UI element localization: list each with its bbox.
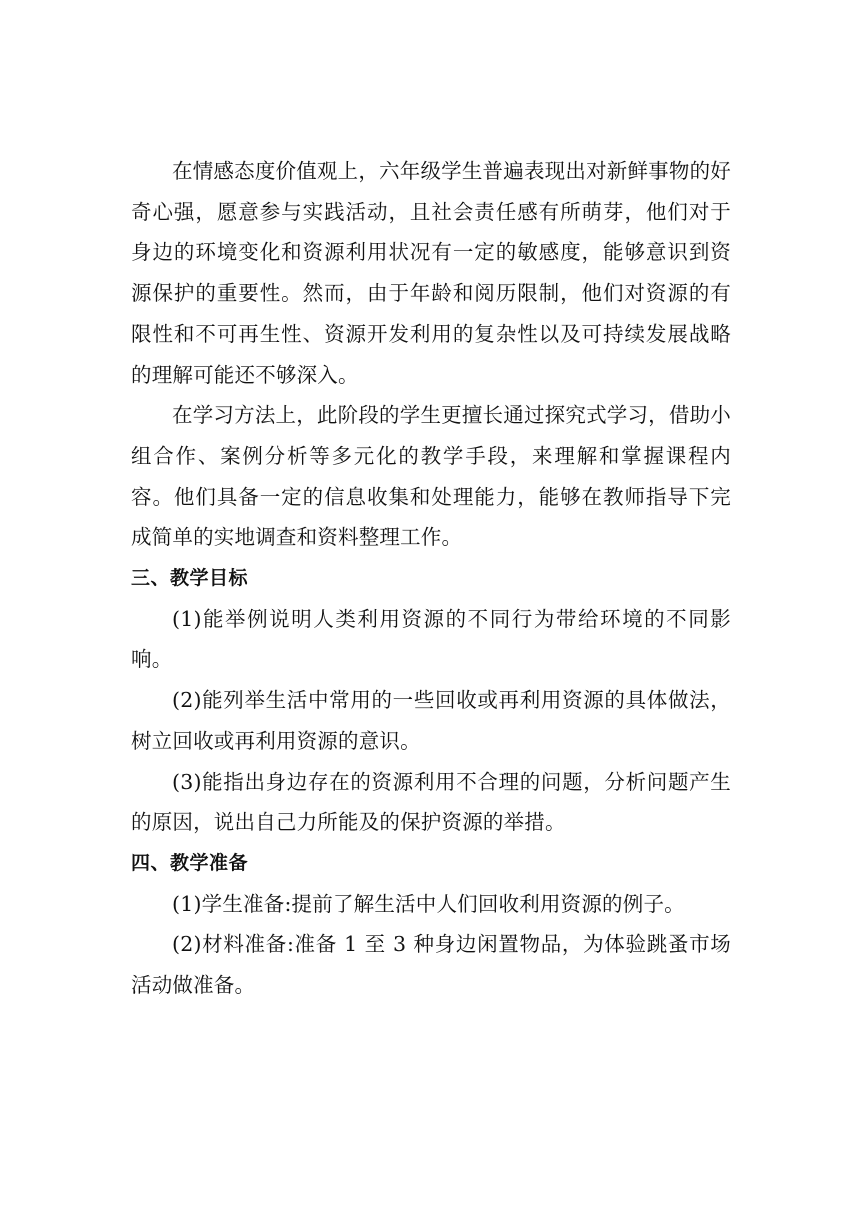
objective-item-3: (3)能指出身边存在的资源利用不合理的问题，分析问题产生的原因，说出自己力所能及的保护资源的举措。 [131, 769, 731, 835]
document-body [131, 151, 731, 1006]
objective-item-2: (2)能列举生活中常用的一些回收或再利用资源的具体做法，树立回收或再利用资源的意识。 [131, 688, 731, 753]
heading-teaching-preparation: 四、教学准备 [131, 851, 249, 874]
heading-teaching-objectives: 三、教学目标 [131, 567, 249, 590]
paragraph-learning-methods: 在学习方法上，此阶段的学生更擅长通过探究式学习，借助小组合作、案例分析等多元化的教学手段，来理解和掌握课程内容。他们具备一定的信息收集和处理能力，能够在教师指导下完成简单的实地调查和资料整理工作。 [131, 403, 731, 550]
preparation-item-2: (2)材料准备:准备 1 至 3 种身边闲置物品，为体验跳蚤市场活动做准备。 [131, 932, 731, 998]
paragraph-values: 在情感态度价值观上，六年级学生普遍表现出对新鲜事物的好奇心强，愿意参与实践活动，且社会责任感有所萌芽，他们对于身边的环境变化和资源利用状况有一定的敏感度，能够意识到资源保护的重要性。然而，由于年龄和阅历限制，他们对资源的有限性和不可再生性、资源开发利用的复杂性以及可持续发展战略的理解可能还不够深入。 [131, 159, 731, 387]
preparation-item-1: (1)学生准备:提前了解生活中人们回收利用资源的例子。 [172, 891, 685, 916]
objective-item-1: (1)能举例说明人类利用资源的不同行为带给环境的不同影响。 [131, 606, 731, 672]
